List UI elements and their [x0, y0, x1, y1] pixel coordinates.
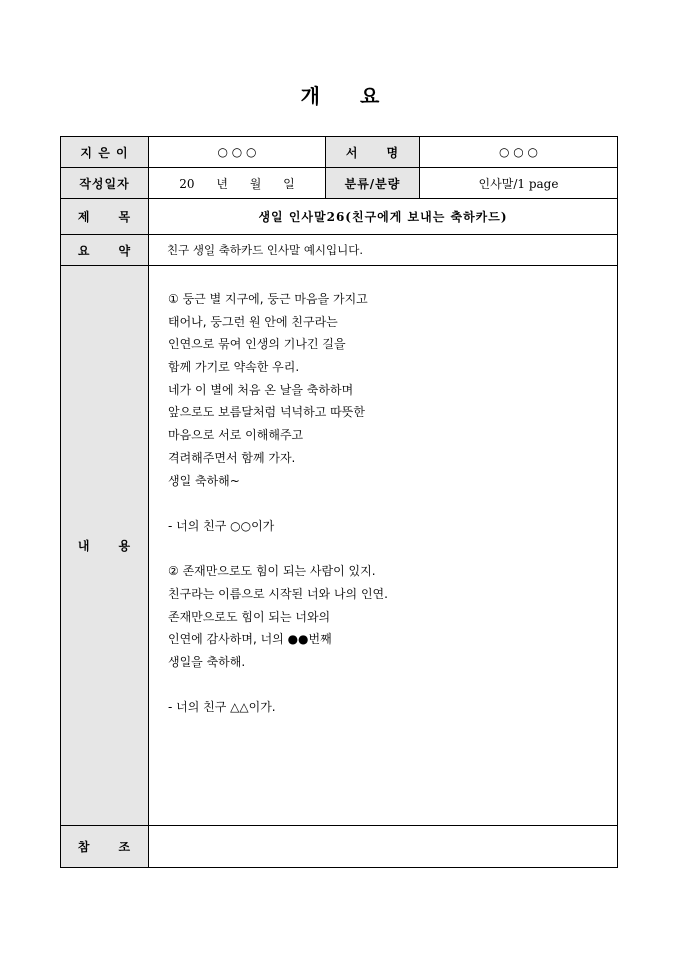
content-line: 태어나, 둥그런 원 안에 친구라는 — [168, 314, 338, 329]
content-line: 생일을 축하해. — [168, 655, 246, 669]
content-line: 존재만으로도 힘이 되는 너와의 — [168, 609, 331, 624]
content-line: 함께 가기로 약속한 우리. — [168, 360, 300, 375]
content-line: ① 둥근 별 지구에, 둥근 마음을 가지고 — [168, 292, 368, 306]
reference-row — [61, 826, 618, 868]
reference-label-b: 조 — [118, 840, 132, 854]
author-value: ○ ○ ○ — [149, 137, 326, 168]
content-line — [168, 674, 617, 697]
date-year: 20 — [179, 176, 195, 191]
content-line: 앞으로도 보름달처럼 넉넉하고 따뜻한 — [168, 405, 365, 420]
date-value — [149, 168, 326, 199]
content-line: 네가 이 별에 처음 온 날을 축하하며 — [168, 382, 354, 397]
summary-value: 친구 생일 축하카드 인사말 예시입니다. — [149, 235, 618, 266]
date-label: 작성일자 — [61, 168, 149, 199]
signature-value: ○ ○ ○ — [420, 137, 618, 168]
summary-label-a: 요 — [77, 243, 91, 258]
content-row — [61, 266, 618, 826]
date-month-unit: 월 — [249, 176, 262, 191]
content-line: 친구라는 이름으로 시작된 너와 나의 인연. — [168, 586, 388, 601]
content-line: 생일 축하해~ — [168, 473, 240, 488]
date-year-unit: 년 — [216, 176, 228, 191]
summary-row — [61, 235, 618, 266]
date-day-unit: 일 — [283, 176, 295, 191]
reference-value — [149, 826, 618, 868]
subject-value: 생일 인사말26(친구에게 보내는 축하카드) — [149, 199, 618, 235]
reference-label — [61, 826, 149, 868]
content-line — [168, 492, 617, 515]
category-value: 인사말/1 page — [420, 168, 618, 199]
category-label: 분류/분량 — [326, 168, 420, 199]
author-label: 지 은 이 — [61, 137, 149, 168]
document-form-table — [60, 136, 618, 868]
content-label — [61, 266, 149, 826]
content-body — [149, 266, 618, 826]
reference-label-a: 참 — [77, 840, 91, 854]
title-char-2: 요 — [360, 84, 380, 108]
content-line — [168, 538, 617, 561]
summary-label-b: 약 — [118, 243, 132, 258]
subject-row — [61, 199, 618, 235]
subject-label-a: 제 — [77, 210, 91, 224]
subject-label — [61, 199, 149, 235]
signature-label — [326, 137, 420, 168]
date-row — [61, 168, 618, 199]
content-line: 마음으로 서로 이해해주고 — [168, 428, 304, 443]
content-label-b: 용 — [118, 539, 132, 553]
author-row — [61, 137, 618, 168]
content-line: - 너의 친구 ○○이가 — [168, 518, 275, 533]
content-line: - 너의 친구 △△이가. — [168, 700, 276, 715]
content-line: 격려해주면서 함께 가자. — [168, 450, 296, 465]
content-line: ② 존재만으로도 힘이 되는 사람이 있지. — [168, 564, 376, 579]
subject-label-b: 목 — [118, 210, 132, 224]
signature-label-a: 서 — [345, 145, 359, 160]
content-line: 인연에 감사하며, 너의 ●●번째 — [168, 632, 332, 647]
content-line: 인연으로 묶여 인생의 기나긴 길을 — [168, 337, 346, 352]
summary-label — [61, 235, 149, 266]
page-title — [0, 80, 680, 109]
title-char-1: 개 — [300, 84, 320, 108]
content-label-a: 내 — [77, 539, 91, 553]
signature-label-b: 명 — [386, 145, 400, 160]
